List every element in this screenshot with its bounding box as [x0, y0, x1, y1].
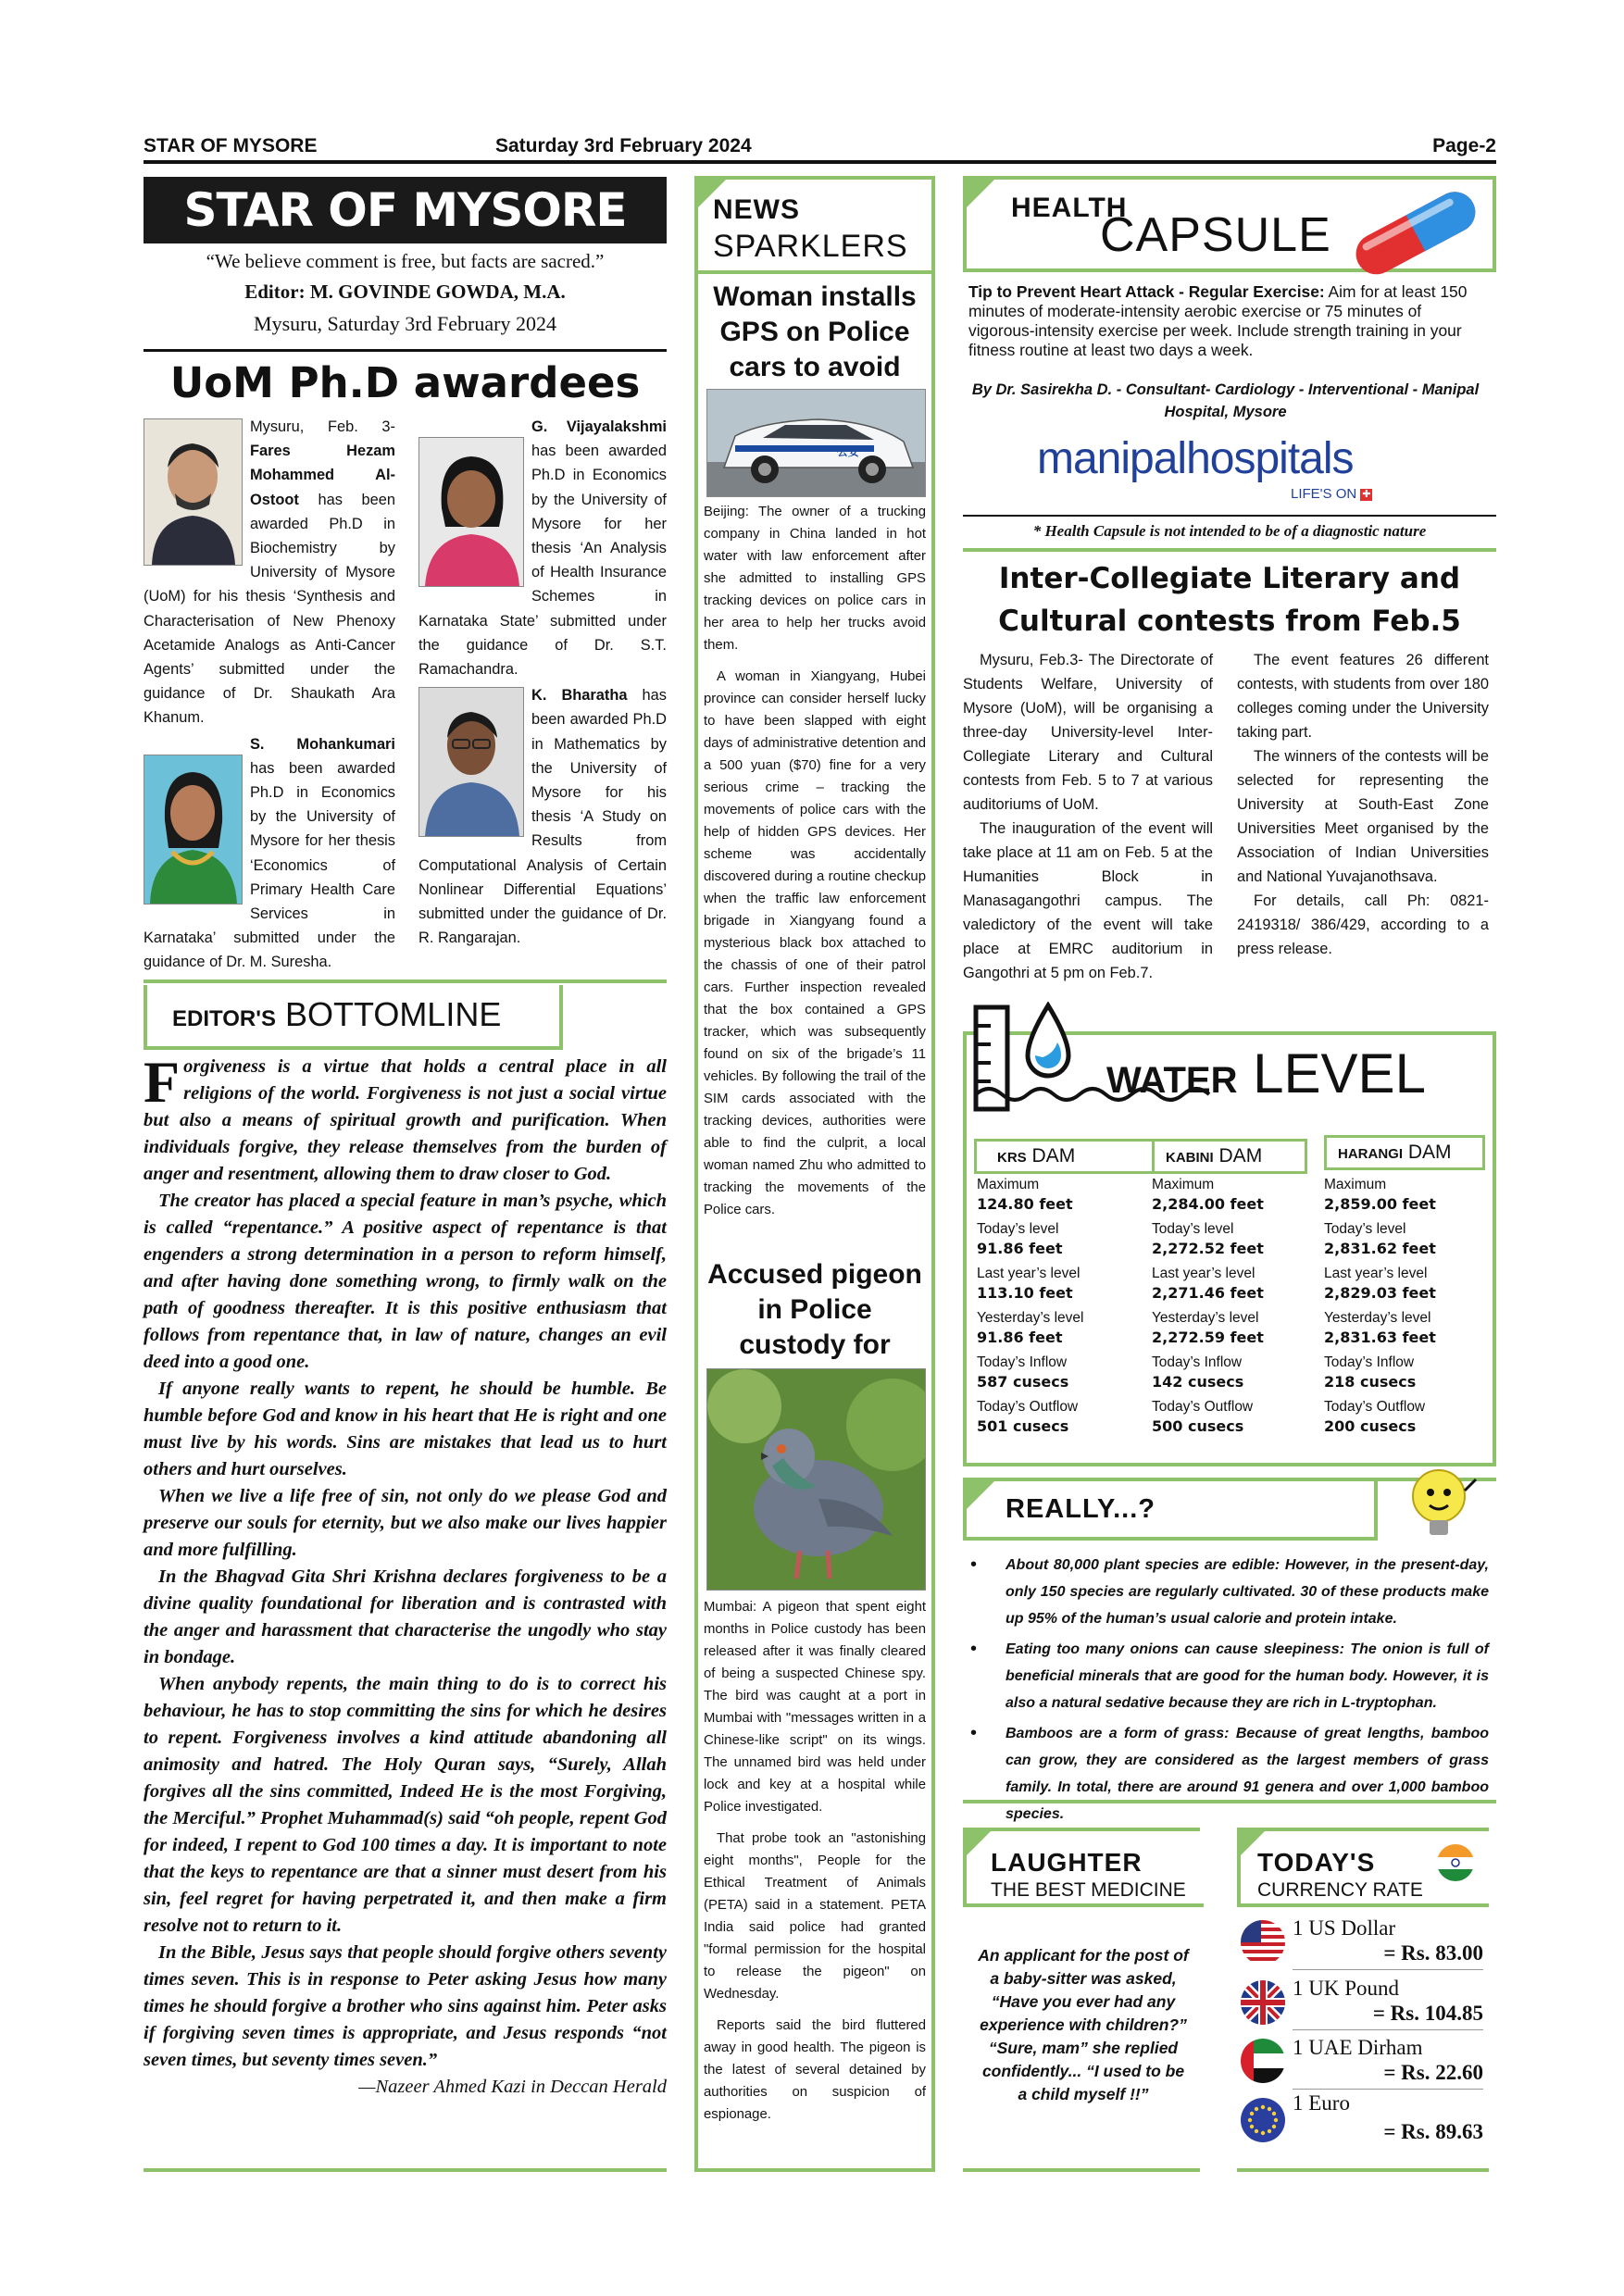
harangi-yesterday-label: Yesterday’s level	[1324, 1310, 1431, 1326]
kabini-outflow-value: 500 cusecs	[1152, 1417, 1244, 1435]
dam-kabini-suffix: DAM	[1218, 1145, 1263, 1167]
krs-outflow-value: 501 cusecs	[977, 1417, 1069, 1435]
news-headline-2: Accused pigeon in Police custody for	[707, 1259, 922, 1360]
krs-today-label: Today’s level	[977, 1221, 1059, 1237]
masthead-rule	[144, 349, 667, 352]
header-rule	[144, 160, 1496, 164]
india-flag-icon	[1437, 1844, 1474, 1881]
news-label-rule	[698, 270, 931, 274]
really-item-text: Bamboos are a form of grass: Because of great lengths, bamboo can grow, they are considered as the largest members of grass family. In total, there are around 91 genera and over 1,000 bamboo species.	[1006, 1726, 1489, 1822]
dam-harangi-suffix: DAM	[1407, 1142, 1452, 1163]
currency-label-b: CURRENCY RATE	[1257, 1879, 1423, 1901]
photo-fares-hezam	[144, 418, 243, 566]
currency-name-gbp: 1 UK Pound	[1293, 1977, 1400, 2000]
krs-max-label: Maximum	[977, 1177, 1040, 1192]
currency-value-eur: = Rs. 89.63	[1383, 2120, 1483, 2143]
kabini-today-value: 2,272.52 feet	[1152, 1240, 1264, 1257]
photo-s-mohankumari	[144, 755, 243, 905]
really-item	[970, 1552, 1489, 1632]
manipal-cross-icon: ✚	[1362, 488, 1371, 500]
kabini-lastyear-label: Last year’s level	[1152, 1266, 1255, 1281]
currency-divider	[1293, 1969, 1483, 1970]
manipal-tagline	[1291, 486, 1372, 502]
kabini-lastyear-value: 2,271.46 feet	[1152, 1284, 1264, 1302]
masthead-motto: “We believe comment is free, but facts are sacred.”	[206, 250, 605, 272]
news-s2-p3: Reports said the bird fluttered away in good health. The pigeon is the latest of several detained by authorities on suspicion of espionage.	[704, 2018, 926, 2122]
laughter-top-rule	[963, 1828, 1200, 1831]
news-label-a: NEWS	[713, 194, 800, 225]
health-disclaimer: * Health Capsule is not intended to be of a diagnostic nature	[1032, 522, 1427, 540]
harangi-outflow-label: Today’s Outflow	[1324, 1399, 1426, 1415]
news-s2-p1: Mumbai: A pigeon that spent eight months in Police custody has been released after it was finally cleared of being a suspected Chinese spy. The bird was caught at a port in Mumbai with "messages written in a Chinese-like script" on its wings. The unnamed bird was held under lock and key at a hospital while Police investigated.	[704, 1600, 926, 1815]
dam-tab-krs	[974, 1139, 1157, 1174]
currency-name-aed: 1 UAE Dirham	[1293, 2036, 1423, 2059]
dam-krs-stats	[977, 1176, 1143, 1437]
editorial-top-rule	[144, 980, 667, 983]
editorial-p2: The creator has placed a special feature in man’s psyche, which is called “repentance.” A positive aspect of repentance is that engenders a strong determination in a person to reform himself, and after having done something wrong, to firmly walk on the path of goodness thereafter. It is this positive enthusiasm that follows from repentance that, in law of nature, changes an evil deed into a good one.	[144, 1191, 667, 1372]
laughter-label-a: LAUGHTER	[991, 1848, 1143, 1877]
uom-right-column	[418, 415, 667, 950]
kabini-max-label: Maximum	[1152, 1177, 1215, 1192]
really-item	[970, 1720, 1489, 1828]
kabini-yesterday-value: 2,272.59 feet	[1152, 1329, 1264, 1346]
bullet-icon: •	[970, 1554, 978, 1575]
krs-outflow-label: Today’s Outflow	[977, 1399, 1079, 1415]
krs-today-value: 91.86 feet	[977, 1240, 1063, 1257]
masthead-logo: STAR OF MYSORE	[144, 177, 667, 243]
header-page-number: Page-2	[1432, 135, 1496, 156]
dam-tab-harangi	[1324, 1135, 1485, 1170]
editorial-dropcap: F	[144, 1049, 181, 1115]
editorial-bottom-rule	[144, 2168, 667, 2172]
uom-p1-text: has been awarded Ph.D in Biochemistry by University of Mysore (UoM) for his thesis ‘Synthesis and Characterisation of New Phenoxy Acetamide Analogs as Anti-Cancer Agents’ submitted under the guidance of Dr. Shaukath Ara Khanum.	[144, 491, 395, 727]
news-headline-1: Woman installs GPS on Police cars to avoid	[713, 281, 917, 382]
uom-headline: UoM Ph.D awardees	[169, 358, 641, 407]
editorial-p1: orgiveness is a virtue that holds a central place in all religions of the world. Forgiveness is not just a social virtue but also a means of spiritual growth and purification. When individuals forgive, they release themselves from the burden of anger and resentment, allowing them to draw closer to God.	[144, 1056, 667, 1184]
krs-max-value: 124.80 feet	[977, 1195, 1073, 1213]
health-corner-tab	[967, 176, 998, 207]
really-item	[970, 1636, 1489, 1716]
harangi-max-value: 2,859.00 feet	[1324, 1195, 1436, 1213]
news-s1-p2: A woman in Xiangyang, Hubei province can consider herself lucky to have been slapped with eight days of administrative detention and a 500 yuan ($70) fine for a very serious crime – tracking the movements of police cars with the help of hidden GPS devices. Her scheme was accidentally discovered during a routine checkup when the traffic law enforcement brigade in Xiangyang found a mysterious black box attached to the chassis of one of their patrol cars. Further inspection revealed that the box contained a GPS tracker, which was subsequently found on six of the brigade’s 11 vehicles. By following the trail of the SIM cards associated with the tracking devices, authorities were able to find the culprit, a local woman named Zhu who admitted to tracking the movements of the Police cars.	[704, 669, 926, 1217]
dam-krs-suffix: DAM	[1031, 1145, 1076, 1167]
health-byline: By Dr. Sasirekha D. - Consultant- Cardiology - Interventional - Manipal Hospital, Mysore	[971, 381, 1480, 420]
harangi-yesterday-value: 2,831.63 feet	[1324, 1329, 1436, 1346]
uom-p3-name: G. Vijayalakshmi	[531, 418, 667, 435]
uae-flag-icon	[1241, 2039, 1285, 2083]
kabini-inflow-label: Today’s Inflow	[1152, 1354, 1243, 1370]
currency-name-eur: 1 Euro	[1293, 2091, 1350, 2115]
kabini-outflow-label: Today’s Outflow	[1152, 1399, 1254, 1415]
really-item-text: About 80,000 plant species are edible: However, in the present-day, only 150 species are regularly cultivated. 30 of these products make up 95% of the human’s usual calorie and protein intake.	[1006, 1557, 1489, 1627]
water-label-a: WATER	[1106, 1060, 1238, 1101]
harangi-today-value: 2,831.62 feet	[1324, 1240, 1436, 1257]
editorial-label-a: EDITOR'S	[172, 1006, 276, 1031]
dam-krs-name: KRS	[997, 1150, 1027, 1166]
us-flag-icon	[1241, 1920, 1285, 1965]
photo-k-bharatha	[418, 687, 524, 837]
news-s1-p1: Beijing: The owner of a trucking company in China landed in hot water with law enforcement after she admitted to installing GPS tracking devices on police cars in her area to help her trucks avoid them.	[704, 505, 926, 653]
water-label-b: LEVEL	[1253, 1042, 1426, 1104]
currency-value-aed: = Rs. 22.60	[1383, 2061, 1483, 2084]
currency-value-usd: = Rs. 83.00	[1383, 1941, 1483, 1965]
currency-bottom-rule	[1237, 2168, 1489, 2172]
bullet-icon: •	[970, 1723, 978, 1743]
really-item-text: Eating too many onions can cause sleepiness: The onion is full of beneficial minerals that are good for the human body. However, it is also a natural sedative because they are rich in L-tryptophan.	[1006, 1641, 1489, 1711]
harangi-inflow-label: Today’s Inflow	[1324, 1354, 1415, 1370]
uom-p4-name: K. Bharatha	[531, 687, 628, 705]
harangi-today-label: Today’s level	[1324, 1221, 1406, 1237]
contest-c1-p2: The inauguration of the event will take place at 11 am on Feb. 5 at the Humanities Block in Manasagangothri campus. The valedictory of the event will take place at EMRC auditorium in Gangothri at 5 pm on Feb.7.	[963, 820, 1213, 981]
pill-capsule-icon	[1341, 185, 1489, 282]
header-paper-name: STAR OF MYSORE	[144, 135, 318, 156]
contest-headline: Inter-Collegiate Literary and Cultural contests from Feb.5	[998, 562, 1461, 638]
masthead-dateline: Mysuru, Saturday 3rd February 2024	[254, 312, 556, 335]
krs-lastyear-value: 113.10 feet	[977, 1284, 1073, 1302]
really-list	[970, 1552, 1489, 1828]
dam-harangi-stats	[1324, 1176, 1487, 1437]
harangi-outflow-value: 200 cusecs	[1324, 1417, 1417, 1435]
editorial-p6: When anybody repents, the main thing to do is to correct his behaviour, he has to stop committing the sins for which he desires to repent. Forgiveness involves a kind attitude abandoning all animosity and hatred. The Holy Quran says, “Surely, Allah forgives all the sins committed, Indeed He is the most Forgiving, the Merciful.” Prophet Muhammad(s) said “oh people, repent God for indeed, I repent to God 100 times a day. It is important to note that the keys to repentance are that a sinner must desert from his sin, feel regret for having perpetrated it, and then make a firm resolve not to return to it.	[144, 1674, 667, 1936]
contest-column-2	[1237, 648, 1489, 961]
kabini-today-label: Today’s level	[1152, 1221, 1234, 1237]
contest-c2-p2: The winners of the contests will be selected for representing the University at South-East Zone Universities Meet organised by the Association of Indian Universities and National Yuvajanothsava.	[1237, 748, 1489, 885]
editorial-credit: —Nazeer Ahmed Kazi in Deccan Herald	[358, 2077, 667, 2097]
harangi-max-label: Maximum	[1324, 1177, 1387, 1192]
krs-lastyear-label: Last year’s level	[977, 1266, 1081, 1281]
health-tip	[968, 282, 1482, 360]
editorial-label-b: BOTTOMLINE	[284, 995, 502, 1033]
editorial-p4: When we live a life free of sin, not only do we please God and preserve our souls for eternity, but we also make our lives happier and more fulfilling.	[144, 1486, 667, 1560]
photo-g-vijayalakshmi	[418, 437, 524, 587]
news-s2-p2: That probe took an "astonishing eight months", People for the Ethical Treatment of Animals (PETA) said in a statement. PETA India said police had granted "formal permission for the hospital to release the pigeon" on Wednesday.	[704, 1831, 926, 2002]
currency-divider	[1293, 2029, 1483, 2030]
uom-p4-text: has been awarded Ph.D in Mathematics by the University of Mysore for his thesis ‘A Study on Results from Computational Analysis of Certain Nonlinear Differential Equations’ submitted under the guidance of Dr. R. Rangarajan.	[418, 687, 667, 947]
health-tip-title: Tip to Prevent Heart Attack - Regular Exercise:	[968, 282, 1325, 301]
news-story-2	[704, 1596, 926, 2126]
krs-yesterday-value: 91.86 feet	[977, 1329, 1063, 1346]
health-label-b: CAPSULE	[1100, 208, 1331, 262]
header-date: Saturday 3rd February 2024	[495, 135, 752, 156]
contest-column-1	[963, 648, 1213, 985]
harangi-lastyear-label: Last year’s level	[1324, 1266, 1428, 1281]
manipal-logo: manipalhospitals	[1037, 434, 1354, 483]
really-corner-tab	[967, 1481, 994, 1509]
contest-c2-p1: The event features 26 different contests, with students from over 180 colleges coming under the University taking part.	[1237, 652, 1489, 741]
dam-kabini-stats	[1152, 1176, 1318, 1437]
bullet-icon: •	[970, 1639, 978, 1659]
laughter-corner-tab	[967, 1831, 991, 1855]
currency-rates	[1237, 1913, 1489, 2172]
uom-p2-name: S. Mohankumari	[250, 735, 395, 753]
dam-tab-kabini	[1152, 1139, 1307, 1174]
contest-c2-p3: For details, call Ph: 0821-2419318/ 386/429, according to a press release.	[1237, 892, 1489, 957]
health-label-a: HEALTH	[1011, 193, 1128, 223]
dam-kabini-name: KABINI	[1166, 1150, 1214, 1166]
really-bottom-rule	[963, 1800, 1496, 1803]
currency-label-a: TODAY'S	[1257, 1848, 1376, 1877]
uom-p1-name: Fares Hezam Mohammed Al-Ostoot	[250, 443, 395, 508]
uk-flag-icon	[1241, 1980, 1285, 2025]
laughter-label-b: THE BEST MEDICINE	[991, 1879, 1186, 1901]
kabini-inflow-value: 142 cusecs	[1152, 1373, 1244, 1391]
health-rule	[963, 515, 1496, 517]
editorial-label	[172, 994, 501, 1040]
laughter-bottom-rule	[963, 2168, 1200, 2172]
uom-left-column	[144, 415, 395, 975]
uom-p1-dateline: Mysuru, Feb. 3-	[250, 418, 395, 435]
uom-p2-text: has been awarded Ph.D in Economics by the University of Mysore for her thesis ‘Economics of Primary Health Care Services in Karnataka’ submitted under the guidance of Dr. M. Suresha.	[144, 759, 395, 971]
health-bottom-rule	[963, 548, 1496, 552]
editorial-p3: If anyone really wants to repent, he should be humble. Be humble before God and know in his heart that He is right and one must live by his words. Sins are mistakes that lead us to hurt others and hurt ourselves.	[144, 1379, 667, 1479]
krs-inflow-value: 587 cusecs	[977, 1373, 1069, 1391]
contest-c1-p1: Mysuru, Feb.3- The Directorate of Students Welfare, University of Mysore (UoM), will be organising a three-day University-level Inter-Collegiate Literary and Cultural contests from Feb. 5 to 7 at various auditoriums of UoM.	[963, 652, 1213, 813]
krs-yesterday-label: Yesterday’s level	[977, 1310, 1084, 1326]
water-level-label	[1106, 1042, 1426, 1108]
really-label: REALLY...?	[1006, 1494, 1156, 1524]
uom-p3-text: has been awarded Ph.D in Economics by the University of Mysore for her thesis ‘An Analysis of Health Insurance Schemes in Karnataka State’ submitted under the guidance of Dr. S.T. Ramachandra.	[418, 443, 667, 679]
photo-pigeon	[706, 1368, 926, 1591]
dam-harangi-name: HARANGI	[1338, 1146, 1403, 1162]
photo-police-car	[706, 389, 926, 497]
currency-name-usd: 1 US Dollar	[1293, 1916, 1396, 1940]
laughter-joke: An applicant for the post of a baby-sitter was asked, “Have you ever had any experience with children?” “Sure, mam” she replied confidently... “I used to be a child myself !!”	[978, 1946, 1189, 2103]
eu-flag-icon	[1241, 2098, 1285, 2142]
krs-inflow-label: Today’s Inflow	[977, 1354, 1068, 1370]
health-tip-text: Aim for at least 150 minutes of moderate-intensity aerobic exercise or 75 minutes of vigorous-intensity exercise per week. Include strength training in your fitness routine at least two days a week.	[968, 282, 1468, 359]
editorial-p7: In the Bible, Jesus says that people should forgive others seventy times seven. This is in response to Peter asking Jesus how many times he should forgive a brother who sins against him. Peter asks if forgiving seven times is appropriate, and Jesus responds “not seven times, but seventy times seven.”	[144, 1942, 667, 2070]
editorial-body	[144, 1049, 667, 2101]
car-sign: 公安	[837, 445, 860, 458]
currency-divider	[1293, 2089, 1483, 2090]
kabini-max-value: 2,284.00 feet	[1152, 1195, 1264, 1213]
harangi-inflow-value: 218 cusecs	[1324, 1373, 1417, 1391]
editorial-p5: In the Bhagvad Gita Shri Krishna declares forgiveness to be a divine quality foundational for liberation and is contrasted with the anger and harassment that characterise the ungodly who stay in bondage.	[144, 1566, 667, 1667]
news-label-b: SPARKLERS	[713, 229, 908, 264]
manipal-tagline-text: LIFE'S ON	[1291, 486, 1357, 502]
currency-value-gbp: = Rs. 104.85	[1372, 2002, 1483, 2025]
news-story-1	[704, 501, 926, 1221]
kabini-yesterday-label: Yesterday’s level	[1152, 1310, 1259, 1326]
lightbulb-icon	[1398, 1463, 1481, 1551]
harangi-lastyear-value: 2,829.03 feet	[1324, 1284, 1436, 1302]
masthead-editor: Editor: M. GOVINDE GOWDA, M.A.	[244, 281, 566, 303]
